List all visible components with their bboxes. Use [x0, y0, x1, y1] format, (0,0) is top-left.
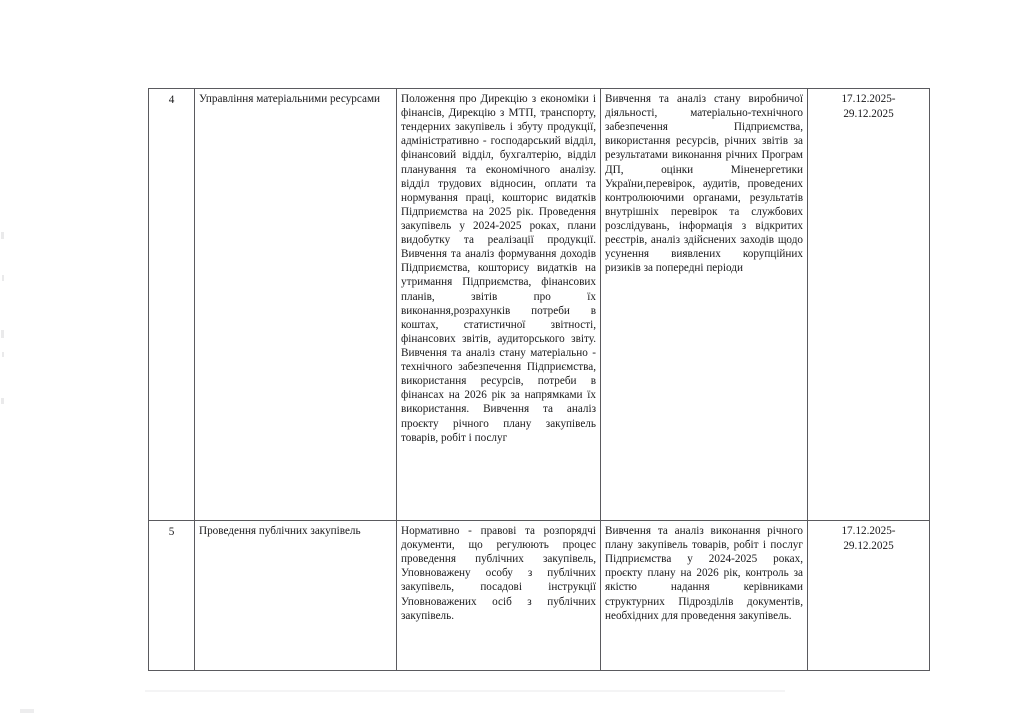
date-to: 29.12.2025	[843, 108, 894, 121]
scan-artifact	[1, 232, 4, 239]
scope-cell	[601, 521, 808, 671]
scan-edge-line	[145, 690, 785, 692]
scan-artifact	[20, 709, 34, 713]
scan-artifact	[2, 352, 4, 357]
row-number: 4	[168, 94, 175, 106]
documents-cell	[397, 89, 601, 521]
documents-text: Нормативно - правові та розпорядчі документи, що регулюють процес проведення публічних закупівель, Уповноважену особу з публічних закупівель, посадові інструкції Уповноважених осіб з публічних закупівель.	[401, 525, 596, 622]
dates-cell	[808, 521, 930, 671]
scope-text: Вивчення та аналіз виконання річного плану закупівель товарів, робіт і послуг Підприємства у 2024-2025 роках, проєкту плану на 2026 рік, контроль за якістю надання керівниками структурних Підрозділів документів, необхідних для проведення закупівель.	[605, 525, 803, 622]
documents-cell	[397, 521, 601, 671]
scan-artifact	[1, 398, 4, 404]
topic-text: Управління матеріальними ресурсами	[199, 93, 381, 105]
table-row	[149, 89, 930, 521]
scope-cell	[601, 89, 808, 521]
date-from: 17.12.2025-	[841, 93, 896, 105]
table-row	[149, 521, 930, 671]
topic-text: Проведення публічних закупівель	[199, 525, 361, 537]
scan-artifact	[2, 275, 4, 281]
scan-artifact	[1, 330, 4, 338]
topic-cell	[195, 89, 397, 521]
dates-cell	[808, 89, 930, 521]
documents-text: Положення про Дирекцію з економіки і фінансів, Дирекцію з МТП, транспорту, тендерних закупівель і збуту продукції, адміністративно - господарський відділ, фінансовий відділ, бухгалтерію, відділ планування та економічного аналізу. відділ трудових відносин, оплати та нормування праці, кошторис видатків Підприємства на 2025 рік. Проведення закупівель у 2024-2025 роках, плани видобутку та реалізації продукції. Вивчення та аналіз формування доходів Підприємства, кошторису видатків на утримання Підприємства, фінансових планів, звітів про їх виконання,розрахунків потреби в коштах, статистичної звітності, фінансових звітів, аудиторського звіту. Вивчення та аналіз стану матеріально - технічного забезпечення Підприємства, використання ресурсів, потреби в фінансах на 2026 рік за напрямками їх використання. Вивчення та аналіз проєкту річного плану закупівель товарів, робіт і послуг	[401, 93, 596, 444]
date-from: 17.12.2025-	[841, 525, 896, 537]
row-number-cell	[149, 521, 195, 671]
audit-plan-table	[148, 88, 930, 671]
row-number-cell	[149, 89, 195, 521]
date-to: 29.12.2025	[843, 540, 894, 553]
scope-text: Вивчення та аналіз стану виробничої діяльності, матеріально-технічного забезпечення Підприємства, використання ресурсів, річних звітів за результатами виконання річних Програм ДП, оцінки Міненергетики України,перевірок, аудитів, проведених контролюючими органами, результатів внутрішніх перевірок та службових розслідувань, інформація з відкритих реєстрів, аналіз здійснених заходів щодо усунення виявлених корупційних ризиків за попередні періоди	[605, 93, 803, 275]
topic-cell	[195, 521, 397, 671]
row-number: 5	[168, 526, 175, 538]
